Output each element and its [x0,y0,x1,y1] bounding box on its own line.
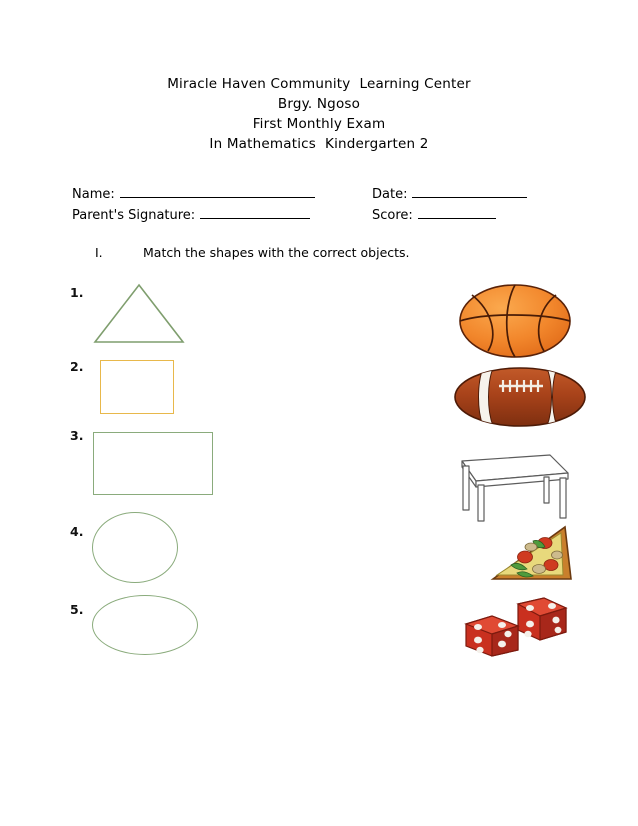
name-date-row [72,184,572,205]
rectangle-shape[interactable] [93,432,213,495]
score-label: Score: [372,208,413,223]
signature-input[interactable] [200,207,310,219]
score-input[interactable] [418,207,496,219]
date-input[interactable] [412,186,527,198]
score-field-group [372,205,496,226]
header-line-exam: First Monthly Exam [252,116,386,132]
date-field-group [372,184,527,205]
square-shape[interactable] [100,360,174,414]
header-line-school: Miracle Haven Community Learning Center [167,76,471,92]
header-line-subject: In Mathematics Kindergarten 2 [209,136,429,152]
document-header [0,74,638,154]
oval-shape[interactable] [92,595,198,655]
circle-shape[interactable] [92,512,178,583]
table-icon[interactable] [432,447,572,525]
shape-number-1: 1. [70,285,84,300]
section-instruction-text: Match the shapes with the correct objects. [143,245,410,260]
signature-score-row [72,205,572,226]
shape-number-4: 4. [70,524,84,539]
triangle-shape[interactable] [93,283,185,345]
name-input[interactable] [120,186,315,198]
section-numeral: I. [95,245,103,260]
shape-number-3: 3. [70,428,84,443]
identity-fields [72,184,572,226]
shape-number-5: 5. [70,602,84,617]
name-field-group [72,184,372,205]
signature-field-group [72,205,372,226]
section-instruction [95,245,410,260]
dice-icon[interactable] [462,596,570,658]
date-label: Date: [372,187,408,202]
basketball-icon[interactable] [458,283,572,359]
header-line-barangay: Brgy. Ngoso [277,96,361,112]
name-label: Name: [72,187,115,202]
football-icon[interactable] [453,366,587,428]
signature-label: Parent's Signature: [72,208,196,223]
shape-number-2: 2. [70,359,84,374]
pizza-slice-icon[interactable] [487,521,575,587]
